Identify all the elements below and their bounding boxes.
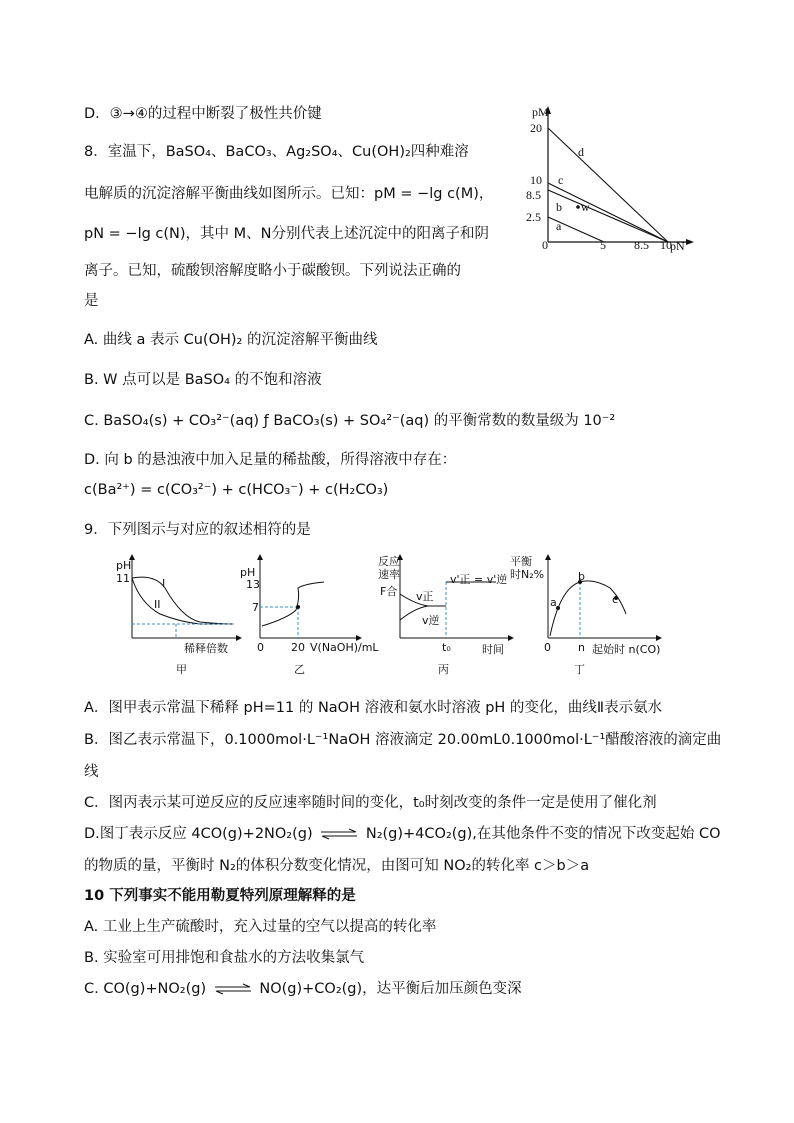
bing-ylabel1: 反应: [378, 555, 400, 568]
q9-option-d-rhs: N₂(g)+4CO₂(g),在其他条件不变的情况下改变起始 CO: [365, 826, 721, 842]
ding-a: a: [550, 596, 557, 609]
q8-stem-line3: pN = −lg c(N)，其中 M、N分别代表上述沉淀中的阳离子和阴: [84, 226, 490, 242]
ytick-20: 20: [530, 121, 542, 135]
curve-b: [548, 190, 668, 242]
q7-option-d: D．③→④的过程中断裂了极性共价键: [84, 106, 322, 122]
jia-curve-I: [132, 577, 234, 624]
bing-vzheng: v正: [416, 590, 434, 603]
point-w: [576, 205, 580, 209]
jia-label-II: II: [154, 598, 161, 611]
ding-b: b: [578, 570, 585, 583]
q9-stem: 9．下列图示与对应的叙述相符的是: [84, 522, 311, 538]
ytick-8.5: 8.5: [526, 188, 541, 202]
jia-curve-II: [132, 578, 234, 624]
ding-c: c: [612, 593, 619, 606]
q10-option-b: B. 实验室可用排饱和食盐水的方法收集氯气: [84, 950, 365, 966]
yi-xlabel: V(NaOH)/mL: [310, 641, 379, 654]
chart8-xlabel: pN: [670, 239, 685, 253]
yi-y7: 7: [252, 601, 259, 614]
q9-option-b-line2: 线: [84, 764, 99, 780]
q8-option-d-eq: c(Ba²⁺) = c(CO₃²⁻) + c(HCO₃⁻) + c(H₂CO₃): [84, 482, 389, 498]
fig-jia: [129, 554, 242, 641]
bing-vni: v逆: [422, 614, 440, 627]
equilibrium-arrow-icon: [213, 983, 253, 995]
equilibrium-arrow-icon: [319, 828, 359, 840]
jia-xlabel: 稀释倍数: [184, 642, 228, 655]
q8-stem-line2: 电解质的沉淀溶解平衡曲线如图所示。已知：pM = −lg c(M)，: [84, 186, 494, 202]
ytick-10: 10: [530, 173, 542, 187]
q8-stem-line1: 8．室温下，BaSO₄、BaCO₃、Ag₂SO₄、Cu(OH)₂四种难溶: [84, 144, 469, 160]
q8-stem-line4: 离子。已知，硫酸钡溶解度略小于碳酸钡。下列说法正确的: [84, 263, 461, 279]
q9-option-b-line1: B．图乙表示常温下，0.1000mol·L⁻¹NaOH 溶液滴定 20.00mL0.1000mol·L⁻¹醋酸溶液的滴定曲: [84, 732, 722, 748]
yi-curve: [262, 582, 324, 626]
xtick-0: 0: [542, 238, 548, 252]
bing-t0: t₀: [442, 641, 451, 654]
xtick-10: 10: [660, 238, 672, 252]
fig-bing: [397, 554, 514, 641]
q9-option-d-line1: [84, 822, 721, 843]
jia-label-I: I: [162, 577, 166, 590]
label-w: w: [581, 200, 590, 214]
q9-option-d-lhs: D.图丁表示反应 4CO(g)+2NO₂(g): [84, 826, 313, 842]
chart8-ylabel: pM: [532, 105, 549, 119]
q10-option-c-rhs: NO(g)+CO₂(g)，达平衡后加压颜色变深: [259, 981, 522, 997]
label-c: c: [558, 173, 564, 187]
ding-xlabel: 起始时 n(CO): [592, 643, 661, 656]
yi-x20: 20: [291, 641, 305, 654]
bing-caption: 丙: [438, 663, 449, 676]
yi-caption: 乙: [294, 663, 305, 676]
yi-y13: 13: [246, 578, 260, 591]
label-b: b: [556, 200, 562, 214]
q10-option-c: [84, 977, 522, 998]
fig-yi: [257, 554, 362, 641]
ding-ylabel2: 时N₂%: [510, 568, 545, 581]
ytick-2.5: 2.5: [526, 210, 541, 224]
q8-stem-line5: 是: [84, 293, 99, 309]
q9-option-d-line2: 的物质的量，平衡时 N₂的体积分数变化情况，由图可知 NO₂的转化率 c＞b＞a: [84, 858, 590, 874]
xtick-5: 5: [600, 238, 606, 252]
yi-x0: 0: [257, 641, 264, 654]
q9-option-a: A．图甲表示常温下稀释 pH=11 的 NaOH 溶液和氨水时溶液 pH 的变化，曲线Ⅱ表示氨水: [84, 700, 663, 716]
curve-c: [548, 183, 668, 242]
bing-ylabel3: F合: [380, 585, 398, 598]
jia-y11: 11: [116, 572, 130, 585]
q8-option-a: A. 曲线 a 表示 Cu(OH)₂ 的沉淀溶解平衡曲线: [84, 332, 378, 348]
q8-option-c: C. BaSO₄(s) + CO₃²⁻(aq) ƒ BaCO₃(s) + SO₄²⁻(aq) 的平衡常数的数量级为 10⁻²: [84, 413, 616, 429]
ding-curve: [550, 581, 626, 636]
ding-ylabel1: 平衡: [510, 555, 532, 568]
q8-chart: [520, 104, 700, 254]
ding-x0: 0: [544, 641, 551, 654]
q8-option-b: B. W 点可以是 BaSO₄ 的不饱和溶液: [84, 372, 322, 388]
yi-ylabel: pH: [240, 566, 256, 579]
bing-ylabel2: 速率: [378, 568, 400, 581]
label-d: d: [578, 145, 584, 159]
jia-ylabel: pH: [116, 559, 132, 572]
xtick-8.5: 8.5: [634, 238, 649, 252]
q10-option-c-lhs: C. CO(g)+NO₂(g): [84, 981, 207, 997]
ding-n: n: [578, 641, 585, 654]
fig-ding: [545, 554, 662, 641]
q10-stem: 10 下列事实不能用勒夏特列原理解释的是: [84, 888, 356, 904]
bing-vboth: v'正 = v'逆: [450, 573, 508, 586]
q9-option-c: C．图丙表示某可逆反应的反应速率随时间的变化，t₀时刻改变的条件一定是使用了催化剂: [84, 795, 657, 811]
jia-caption: 甲: [176, 663, 187, 676]
label-a: a: [556, 219, 562, 233]
ding-caption: 丁: [574, 663, 585, 676]
q8-option-d: D. 向 b 的悬浊液中加入足量的稀盐酸，所得溶液中存在：: [84, 452, 457, 468]
bing-xlabel: 时间: [482, 643, 504, 656]
q10-option-a: A. 工业上生产硫酸时，充入过量的空气以提高的转化率: [84, 919, 437, 935]
